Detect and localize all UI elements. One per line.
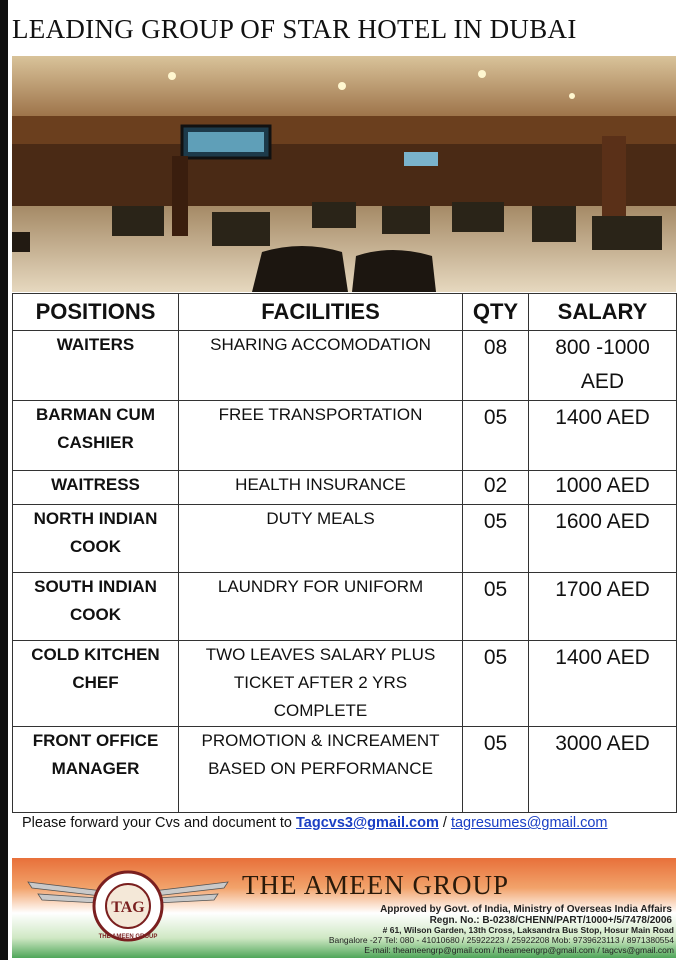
table-row [13,401,677,471]
qty-cell: 05 [463,505,529,573]
position-cell: WAITRESS [13,471,179,505]
table-row [13,573,677,641]
header-salary: SALARY [529,294,677,331]
qty-cell: 05 [463,401,529,471]
salary-cell: 800 -1000 AED [529,331,677,401]
table-row [13,331,677,401]
address-line-3: E-mail: theameengrp@gmail.com / theameengrp@gmail.com / tagcvs@gmail.com [364,945,674,955]
winged-logo-icon [18,864,238,954]
facility-cell: LAUNDRY FOR UNIFORM [179,573,463,641]
email-link-secondary[interactable]: tagresumes@gmail.com [450,815,608,831]
table-row [13,727,677,813]
header-facilities: FACILITIES [179,294,463,331]
salary-cell: 1400 AED [529,641,677,727]
header-positions: POSITIONS [13,294,179,331]
salary-cell: 1700 AED [529,573,677,641]
position-cell: NORTH INDIAN COOK [13,505,179,573]
email-link-primary[interactable]: Tagcvs3@gmail.com [296,815,439,831]
company-banner [12,858,676,958]
position-cell: COLD KITCHEN CHEF [13,641,179,727]
approval-line: Approved by Govt. of India, Ministry of Overseas India Affairs [380,904,672,915]
facility-cell: DUTY MEALS [179,505,463,573]
qty-cell: 08 [463,331,529,401]
forward-note [22,815,672,831]
position-cell: BARMAN CUM CASHIER [13,401,179,471]
table-header-row [13,294,677,331]
email-separator: / [438,815,451,831]
logo-ring-text: THE AMEEN GROUP [98,934,158,940]
qty-cell: 02 [463,471,529,505]
facility-cell: HEALTH INSURANCE [179,471,463,505]
forward-text: Please forward your Cvs and document to [22,815,297,831]
header-qty: QTY [463,294,529,331]
table-row [13,641,677,727]
position-cell: WAITERS [13,331,179,401]
qty-cell: 05 [463,641,529,727]
salary-cell: 1600 AED [529,505,677,573]
address-line-1: # 61, Wilson Garden, 13th Cross, Laksandra Bus Stop, Hosur Main Road [382,925,674,935]
registration-block [280,904,672,926]
facility-cell: FREE TRANSPORTATION [179,401,463,471]
qty-cell: 05 [463,573,529,641]
registration-line: Regn. No.: B-0238/CHENN/PART/1000+/5/7478/2006 [429,915,672,926]
salary-cell: 3000 AED [529,727,677,813]
facility-cell: TWO LEAVES SALARY PLUS TICKET AFTER 2 YRS COMPLETE [179,641,463,727]
table-row [13,505,677,573]
salary-cell: 1000 AED [529,471,677,505]
salary-cell: 1400 AED [529,401,677,471]
logo-text: TAG [111,899,145,916]
address-line-2: Bangalore -27 Tel: 080 - 41010680 / 25922223 / 25922208 Mob: 9739623113 / 8971380554 [328,935,674,945]
left-border [0,0,8,960]
company-name: THE AMEEN GROUP [242,870,510,900]
jobs-table [12,293,677,813]
address-block [230,925,674,955]
facility-cell: SHARING ACCOMODATION [179,331,463,401]
restaurant-photo [12,56,676,292]
page-headline: LEADING GROUP OF STAR HOTEL IN DUBAI [12,14,577,44]
table-row [13,471,677,505]
qty-cell: 05 [463,727,529,813]
position-cell: SOUTH INDIAN COOK [13,573,179,641]
facility-cell: PROMOTION & INCREAMENT BASED ON PERFORMANCE [179,727,463,813]
position-cell: FRONT OFFICE MANAGER [13,727,179,813]
